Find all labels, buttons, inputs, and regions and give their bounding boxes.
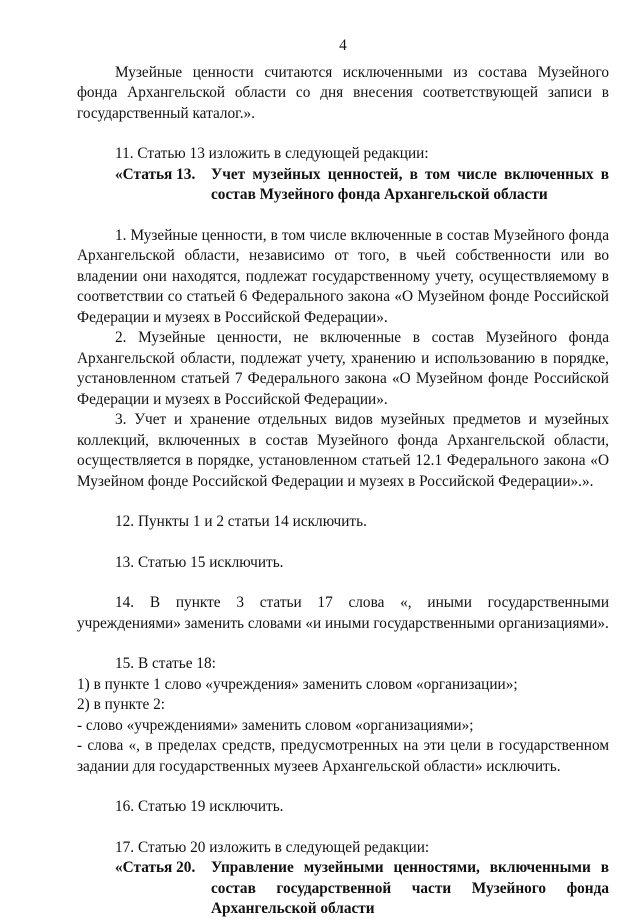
article-13-point-2: 2. Музейные ценности, не включенные в состав Музейного фонда Архангельской области, подлежат учету, хранению и использованию в порядке, установленном статьей 7 Федерального закона «О Музейном фонде Российской Федерации и музеях в Российской Федерации».: [77, 329, 609, 408]
paragraph-item-15-sub-2: 2) в пункте 2:: [77, 696, 166, 713]
spacer: [77, 818, 609, 838]
paragraph-item-15-dash-1: - слово «учреждениями» заменить словом «организациями»;: [77, 716, 474, 734]
paragraph-museum-exclusion: Музейные ценности считаются исключенными из состава Музейного фонда Архангельской области со дня внесения соответствующей записи в государственный каталог.».: [77, 63, 609, 122]
article-13-title: Учет музейных ценностей, в том числе включенных в состав Музейного фонда Архангельской области: [211, 165, 609, 203]
paragraph-item-15-dash-2: - слова «, в пределах средств, предусмотренных на эти цели в государственном задании для государственных музеев Архангельской области» исключить.: [77, 737, 609, 775]
spacer: [77, 573, 609, 593]
paragraph-item-13: 13. Статью 15 исключить.: [115, 553, 284, 571]
spacer: [77, 492, 609, 512]
paragraph-item-16: 16. Статью 19 исключить.: [115, 798, 284, 815]
article-13-point-1: 1. Музейные ценности, в том числе включенные в состав Музейного фонда Архангельской области, независимо от того, в чьей собственности или во владении они находятся, подлежат государственному учету, осуществляемому в соответствии со статьей 6 Федерального закона «О Музейном фонде Российской Федерации и музеях в Российской Федерации».: [77, 226, 609, 326]
paragraph-item-11: 11. Статью 13 изложить в следующей редакции:: [115, 145, 429, 162]
article-20-title: Управление музейными ценностями, включенными в состав государственной части Музейного фонда Архангельской области: [211, 859, 609, 917]
spacer: [77, 533, 609, 553]
article-13-point-3: 3. Учет и хранение отдельных видов музейных предметов и музейных коллекций, включенных в состав Музейного фонда Архангельской области, осуществляется в порядке, установленном статьей 12.1 Федерального закона «О Музейном фонде Российской Федерации и музеях в Российской Федерации».».: [77, 411, 609, 490]
paragraph-item-15: 15. В статье 18:: [115, 655, 216, 672]
spacer: [77, 777, 609, 797]
article-13-number: «Статья 13.: [115, 165, 196, 183]
document-page: [77, 36, 609, 920]
article-20-number: «Статья 20.: [115, 859, 196, 876]
page-number: 4: [339, 37, 347, 54]
paragraph-item-15-sub-1: 1) в пункте 1 слово «учреждения» заменить словом «организации»;: [77, 675, 518, 693]
paragraph-item-14: 14. В пункте 3 статьи 17 слова «, иными государственными учреждениями» заменить словами «и иными государственными организациями».: [77, 594, 609, 632]
article-13-heading: [115, 165, 609, 206]
spacer: [77, 634, 609, 654]
paragraph-item-17: 17. Статью 20 изложить в следующей редакции:: [115, 838, 430, 856]
spacer: [77, 206, 609, 226]
spacer: [77, 124, 609, 144]
paragraph-item-12: 12. Пункты 1 и 2 статьи 14 исключить.: [115, 513, 367, 530]
article-20-heading: [115, 858, 609, 920]
